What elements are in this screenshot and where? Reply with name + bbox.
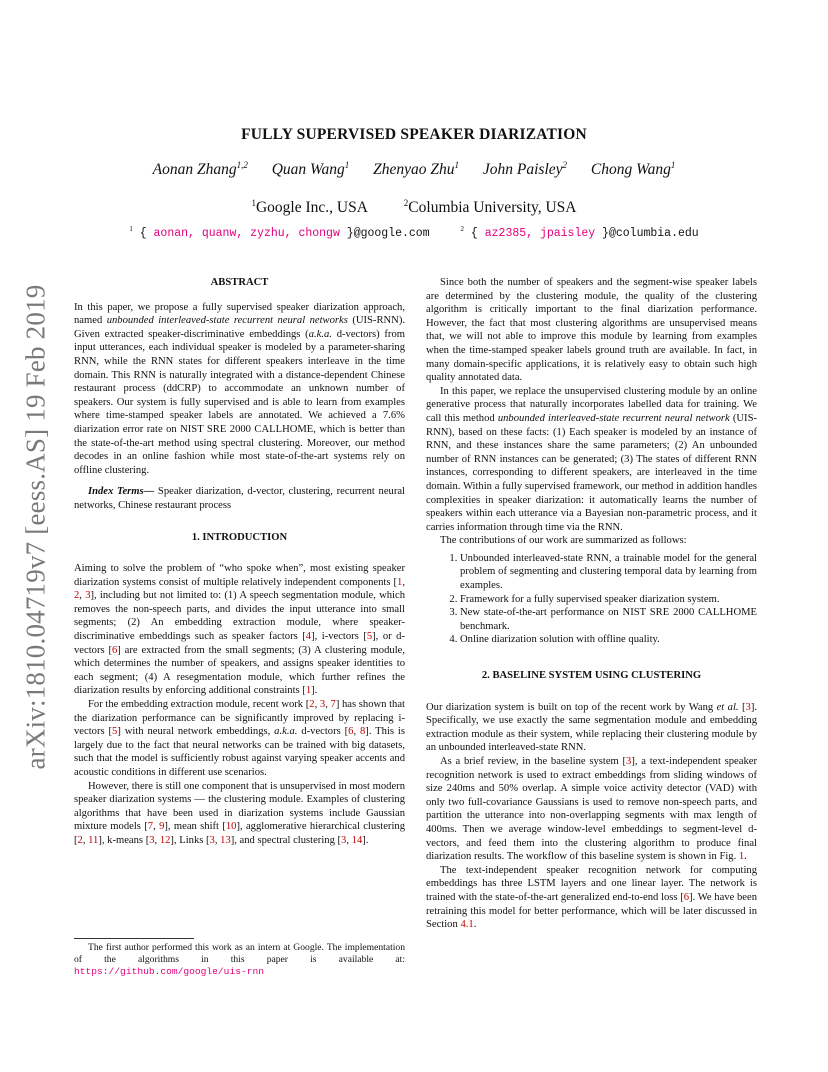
email-group-columbia: $^2$ { az2385, jpaisley }@columbia.edu <box>460 225 699 240</box>
citation-link[interactable]: 3 <box>85 590 91 602</box>
repo-link[interactable]: https://github.com/google/uis-rnn <box>74 966 264 977</box>
intro-paragraph: Aiming to solve the problem of “who spoke when”, most existing speaker diarization systems consist of multiple relatively independent components [1, 2, 3], including but not limited to: (1) A speech segmentation module, which removes the non-speech parts, and divides the input utterance into small segments; (2) An embedding extraction module, where speaker-discriminative embeddings such as speaker factors [4], i-vectors [5], or d-vectors [6] are extracted from the small segments; (3) A clustering module, which determines the number of speakers, and assigns speaker identities to each segment; (4) A resegmentation module, which further refines the diarization results by enforcing additional constraints [1]. <box>74 563 405 697</box>
citation-link[interactable]: 3 <box>745 701 751 713</box>
author: Zhenyao Zhu$^1$ <box>373 160 460 179</box>
right-column <box>426 276 757 932</box>
contributions-list <box>426 552 757 647</box>
citation-link[interactable]: 4 <box>305 631 312 643</box>
list-item: 2. Framework for a fully supervised speaker diarization system. <box>460 593 757 607</box>
index-terms: Index Terms— Speaker diarization, d-vector, clustering, recurrent neural networks, Chinese restaurant process <box>74 486 405 511</box>
affiliation: $^2$Columbia University, USA <box>403 198 577 217</box>
email-ids-link[interactable]: az2385, jpaisley <box>484 226 596 240</box>
citation-link[interactable]: 7 <box>330 699 336 711</box>
baseline-paragraph: Our diarization system is built on top of the recent work by Wang et al. [3]. Specifically, we use exactly the same segmentation module and embedding extraction module as their system, while replacing their clustering module by an unbounded interleaved-state RNN. <box>426 701 757 754</box>
email-list <box>0 225 828 240</box>
abstract-heading: ABSTRACT <box>210 277 269 288</box>
author-list <box>0 160 828 179</box>
baseline-heading: 2. BASELINE SYSTEM USING CLUSTERING <box>481 670 702 682</box>
citation-link[interactable]: 8 <box>360 726 366 738</box>
intro-paragraph: For the embedding extraction module, recent work [2, 3, 7] has shown that the diarization performance can be significantly improved by replacing i-vectors [5] with neural network embeddings, a.k.a. d-vectors [6, 8]. This is largely due to the fact that neural networks can be trained with big datasets, such that the model is sufficiently robust against varying speaker accents and acoustic conditions in different use scenarios. <box>74 699 405 778</box>
author: John Paisley$^2$ <box>482 160 568 179</box>
intro-paragraph: In this paper, we replace the unsupervised clustering module by an online generative process that naturally incorporates labelled data for training. We call this method unbounded interleaved-state recurrent neural network (UIS-RNN), based on these facts: (1) Each speaker is modeled by an instance of RNN, and these instances share the same parameters; (2) An unbounded number of RNN instances can be generated; (3) The states of different RNN instances, corresponding to different speakers, are interleaved in the time domain. Within a fully supervised framework, our method in addition handles complexities in speaker diarization: it automatically learns the number of speakers within each utterance via a Bayesian non-parametric process, and it carries information through time via the RNN. <box>426 385 757 533</box>
citation-link[interactable]: 5 <box>112 726 118 738</box>
author: Quan Wang$^1$ <box>271 160 350 179</box>
intro-paragraph: The contributions of our work are summarized as follows: <box>440 535 687 547</box>
intro-paragraph: However, there is still one component that is unsupervised in most modern speaker diarization systems — the clustering module. Examples of clustering algorithms that have been used in diarization systems include Gaussian mixture models [7, 9], mean shift [10], agglomerative hierarchical clustering [2, 11], k-means [3, 12], Links [3, 13], and spectral clustering [3, 14]. <box>74 780 406 846</box>
citation-link[interactable]: 5 <box>366 631 373 643</box>
citation-link[interactable]: 9 <box>159 821 165 833</box>
citation-link[interactable]: 7 <box>147 821 154 833</box>
author: Aonan Zhang$^{1,2}$ <box>152 160 248 179</box>
citation-link[interactable]: 3 <box>341 834 347 846</box>
paper-title: FULLY SUPERVISED SPEAKER DIARIZATION <box>241 126 587 143</box>
citation-link[interactable]: 1 <box>397 576 403 588</box>
citation-link[interactable]: 2 <box>77 834 83 846</box>
arxiv-stamp <box>18 282 54 772</box>
list-item: 4. Online diarization solution with offline quality. <box>460 633 757 647</box>
baseline-paragraph: As a brief review, in the baseline system [3], a text-independent speaker recognition network is used to extract embeddings from sliding windows of size 240ms and 50% overlap. A simple voice activity detector (VAD) with only two full-covariance Gaussians is used to remove non-speech parts, and partition the utterance into non-overlapping segments with max length of 400ms. Then we average window-level embeddings to segment-level d-vectors, and feed them into the clustering algorithm to produce final diarization results. The workflow of this baseline system is shown in Fig. 1. <box>426 756 757 863</box>
citation-link[interactable]: 10 <box>225 821 237 833</box>
citation-link[interactable]: 1 <box>305 685 312 697</box>
citation-link[interactable]: 6 <box>683 891 690 903</box>
citation-link[interactable]: 11 <box>88 834 99 846</box>
baseline-paragraph: The text-independent speaker recognition network for computing embeddings has three LSTM layers and one linear layer. The network is trained with the state-of-the-art generalized end-to-end loss [6]. We have been retraining this model for better performance, which will be later discussed in Section 4.1. <box>426 864 757 931</box>
intro-paragraph: Since both the number of speakers and the segment-wise speaker labels are determined by the clustering module, the quality of the clustering algorithm is critically important to the final diarization performance. However, the fact that most clustering algorithms are unsupervised means that, we will not able to improve this module by learning from examples when the time-stamped speaker labels ground truth are available. In fact, in many domain-specific applications, it is relatively easy to obtain such high quality annotated data. <box>426 277 757 384</box>
author: Chong Wang$^1$ <box>590 160 676 179</box>
abstract-paragraph: In this paper, we propose a fully supervised speaker diarization approach, named unbounded interleaved-state recurrent neural networks (UIS-RNN). Given extracted speaker-discriminative embeddings (a.k.a. d-vectors) from input utterances, each individual speaker is modeled by a parameter-sharing RNN, while the RNN states for different speakers interleave in the time domain. This RNN is naturally integrated with a distance-dependent Chinese restaurant process (ddCRP) to accommodate an unknown number of speakers. Our system is fully supervised and is able to learn from examples where time-stamped speaker labels are annotated. We achieved a 7.6% diarization error rate on NIST SRE 2000 CALLHOME, which is better than the state-of-the-art method using spectral clustering. Moreover, our method decodes in an online fashion while most state-of-the-art systems rely on offline clustering. <box>74 301 405 476</box>
citation-link[interactable]: 2 <box>309 699 315 711</box>
left-column <box>74 276 405 848</box>
affiliation: $^1$Google Inc., USA <box>251 198 368 217</box>
footnote: The first author performed this work as an intern at Google. The implementation of the algorithms in this paper is available at: https://github.com/google/uis-rnn <box>74 942 405 977</box>
email-ids-link[interactable]: aonan, quanw, zyzhu, chongw <box>153 226 340 240</box>
citation-link[interactable]: 14 <box>351 834 363 846</box>
affiliations <box>0 198 828 217</box>
list-item: 3. New state-of-the-art performance on NIST SRE 2000 CALLHOME benchmark. <box>460 606 757 633</box>
list-item: 1. Unbounded interleaved-state RNN, a trainable model for the general problem of segmenting and clustering temporal data by learning from examples. <box>460 552 757 593</box>
citation-link[interactable]: 3 <box>209 834 215 846</box>
citation-link[interactable]: 13 <box>220 834 231 846</box>
arxiv-stamp-text: arXiv:1810.04719v7 [eess.AS] 19 Feb 2019 <box>20 284 51 770</box>
email-group-google: $^1$ { aonan, quanw, zyzhu, chongw }@google.com <box>129 225 430 240</box>
citation-link[interactable]: 3 <box>626 756 632 767</box>
footnote-rule <box>74 938 194 939</box>
citation-link[interactable]: 2 <box>74 590 80 602</box>
intro-heading: 1. INTRODUCTION <box>191 531 288 543</box>
citation-link[interactable]: 3 <box>149 834 155 846</box>
figure-link[interactable]: 1 <box>738 851 745 863</box>
citation-link[interactable]: 6 <box>111 644 118 656</box>
citation-link[interactable]: 12 <box>159 834 171 846</box>
citation-link[interactable]: 6 <box>348 726 354 738</box>
citation-link[interactable]: 3 <box>319 699 326 711</box>
section-link[interactable]: 4.1 <box>460 919 474 931</box>
